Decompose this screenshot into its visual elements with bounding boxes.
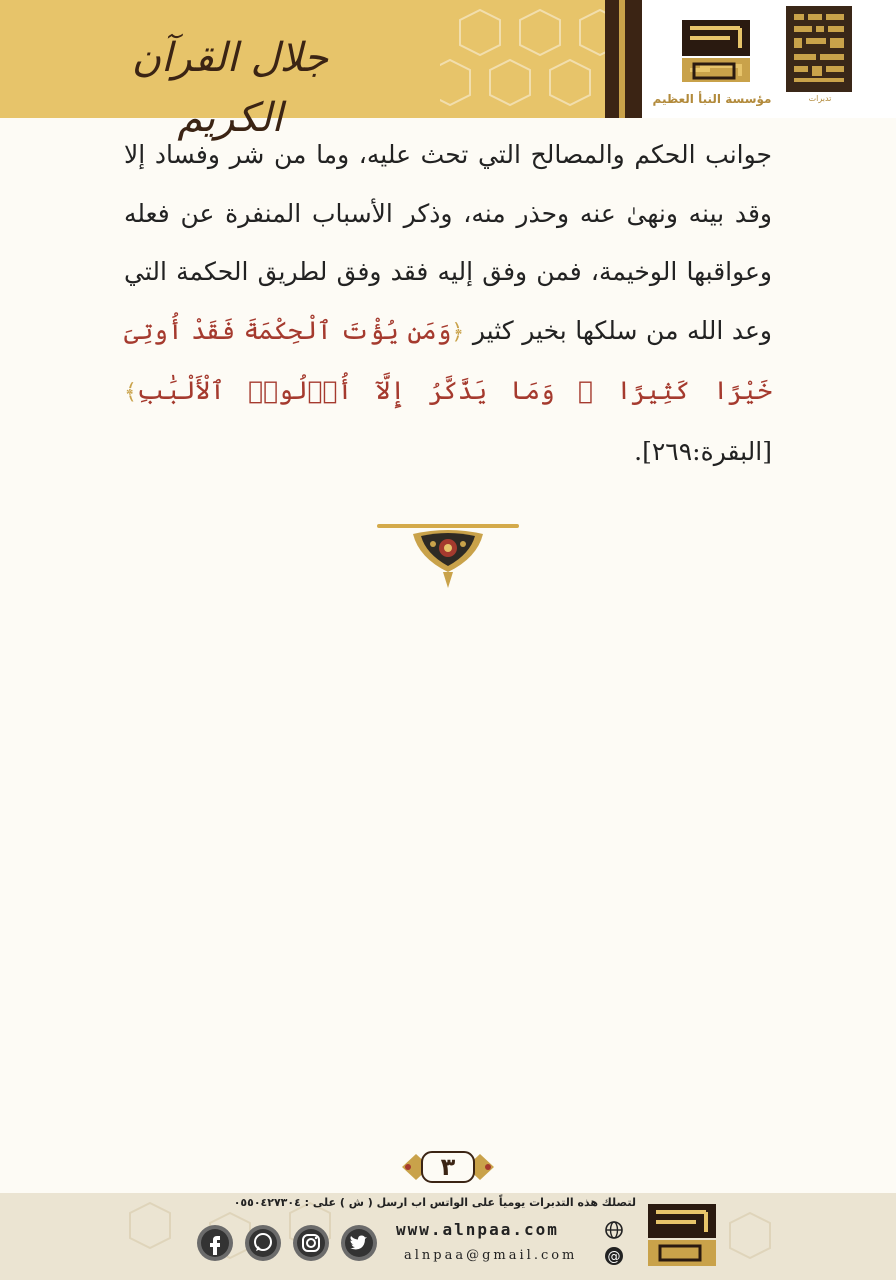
body-paragraph [124, 126, 772, 482]
facebook-icon[interactable] [196, 1224, 234, 1262]
secondary-logo-caption: تدبرات [808, 94, 832, 103]
header-dark-stripe [605, 0, 619, 118]
ornament-divider-icon [377, 524, 519, 594]
whatsapp-subscribe-text: لتصلك هذه التدبرات يومياً على الواتس اب ارسل ( ش ) على : ٠٥٥٠٤٢٧٣٠٤ [233, 1196, 636, 1209]
alnabaa-logo-icon [680, 18, 752, 84]
header-geometric-pattern [440, 0, 605, 118]
quran-bracket-close: ﴾ [124, 380, 137, 406]
website-link[interactable]: www.alnpaa.com [396, 1220, 559, 1239]
tadabburat-logo-icon [786, 6, 852, 92]
whatsapp-icon[interactable] [244, 1224, 282, 1262]
twitter-icon[interactable] [340, 1224, 378, 1262]
main-text [124, 126, 772, 482]
quran-verse: وَمَن يُؤْتَ ٱلْحِكْمَةَ فَقَدْ أُوتِىَ خَيْرًا كَثِيرًا ۗ وَمَا يَذَّكَّرُ إِلَّآ أُو۟لُوا۟ ٱلْأَلْبَٰبِ [124, 315, 772, 406]
page-number: ٣ [440, 1153, 456, 1181]
quran-bracket-open: ﴿ [451, 319, 465, 345]
footer-alnabaa-logo-icon [646, 1200, 718, 1270]
globe-icon [604, 1220, 624, 1240]
page-title: جلال القرآن الكريم [131, 35, 329, 141]
paragraph-text: جوانب الحكم والمصالح التي تحث عليه، وما من شر وفساد إلا وقد بينه ونهىٰ عنه وحذر منه، وذكر الأسباب المنفرة عن فعله وعواقبها الوخيمة، فمن وفق إليه فقد وفق لطريق الحكمة التي وعد الله من سلكها بخير كثير [124, 140, 772, 345]
page-header [0, 0, 896, 141]
header-dark-stripe-2 [625, 0, 642, 118]
svg-text:@: @ [607, 1249, 621, 1265]
verse-citation: [البقرة:٢٦٩]. [634, 436, 772, 466]
instagram-icon[interactable] [292, 1224, 330, 1262]
at-icon [604, 1246, 624, 1266]
email-link[interactable]: alnpaa@gmail.com [404, 1248, 578, 1263]
logo-caption: مؤسسة النبأ العظيم [652, 92, 772, 106]
